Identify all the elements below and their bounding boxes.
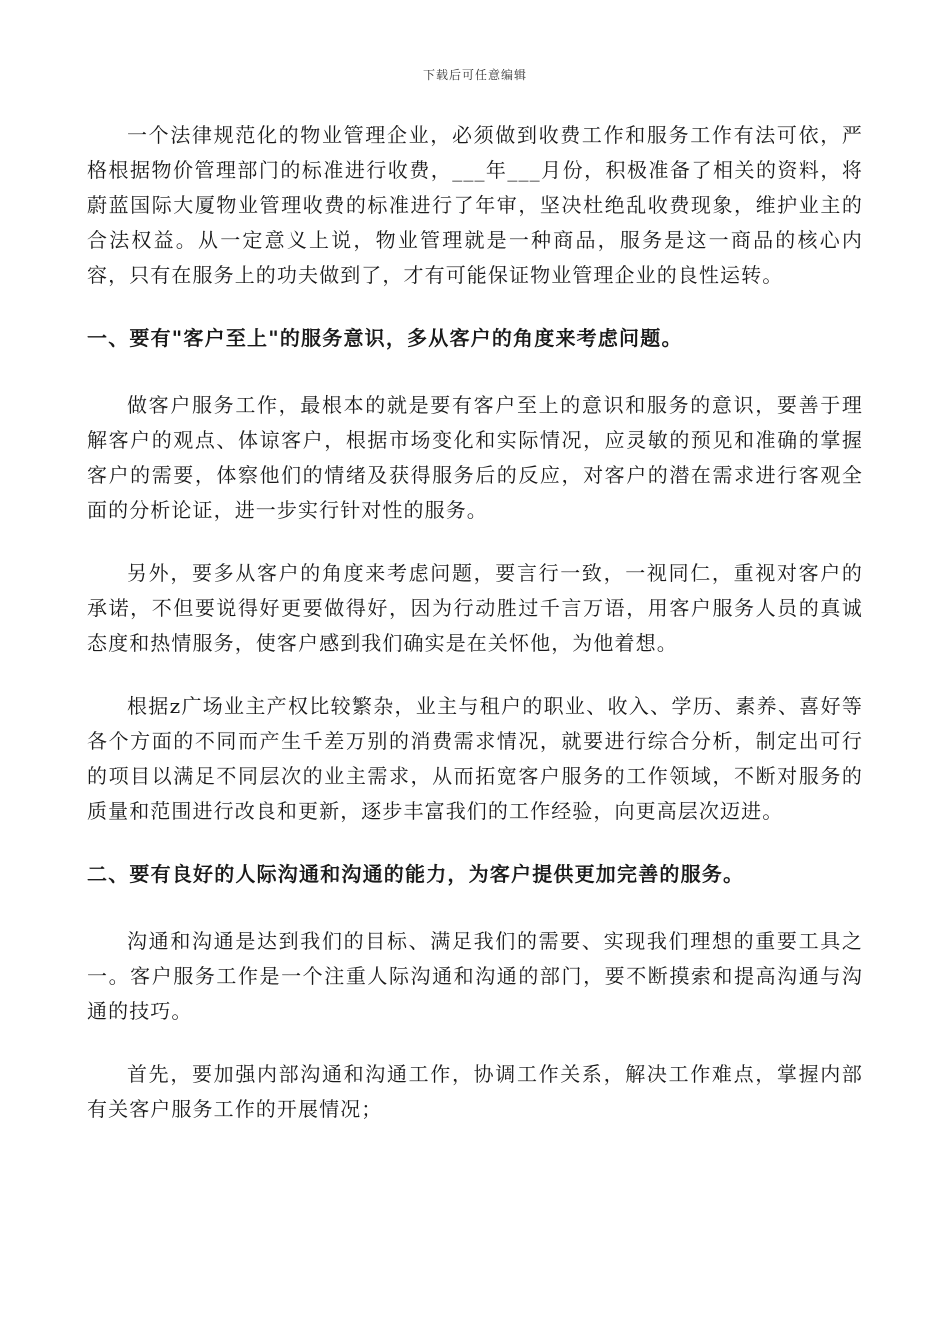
document-body [87,118,863,1155]
paragraph-internal-communication: 首先，要加强内部沟通和沟通工作，协调工作关系，解决工作难点，掌握内部有关客户服务工作的开展情况； [87,1062,863,1121]
paragraph-owner-needs: 根据z广场业主产权比较繁杂，业主与租户的职业、收入、学历、素养、喜好等各个方面的不同而产生千差万别的消费需求情况，就要进行综合分析，制定出可行的项目以满足不同层次的业主需求，从而拓宽客户服务的工作领域，不断对服务的质量和范围进行改良和更新，逐步丰富我们的工作经验，向更高层次迈进。 [87,694,863,823]
section-heading-2: 二、要有良好的人际沟通和沟通的能力，为客户提供更加完善的服务。 [87,862,745,886]
paragraph-customer-perspective: 另外，要多从客户的角度来考虑问题，要言行一致，一视同仁，重视对客户的承诺，不但要说得好更要做得好，因为行动胜过千言万语，用客户服务人员的真诚态度和热情服务，使客户感到我们确实是在关怀他，为他着想。 [87,561,863,655]
paragraph-customer-service: 做客户服务工作，最根本的就是要有客户至上的意识和服务的意识，要善于理解客户的观点、体谅客户，根据市场变化和实际情况，应灵敏的预见和准确的掌握客户的需要，体察他们的情绪及获得服务后的反应，对客户的潜在需求进行客观全面的分析论证，进一步实行针对性的服务。 [87,393,863,522]
paragraph-intro: 一个法律规范化的物业管理企业，必须做到收费工作和服务工作有法可依，严格根据物价管理部门的标准进行收费，___年___月份，积极准备了相关的资料，将蔚蓝国际大厦物业管理收费的标准进行了年审，坚决杜绝乱收费现象，维护业主的合法权益。从一定意义上说，物业管理就是一种商品，服务是这一商品的核心内容，只有在服务上的功夫做到了，才有可能保证物业管理企业的良性运转。 [87,123,863,287]
section-heading-1: 一、要有"客户至上"的服务意识，多从客户的角度来考虑问题。 [87,326,683,350]
header-note: 下载后可任意编辑 [422,68,527,82]
paragraph-communication: 沟通和沟通是达到我们的目标、满足我们的需要、实现我们理想的重要工具之一。客户服务工作是一个注重人际沟通和沟通的部门，要不断摸索和提高沟通与沟通的技巧。 [87,929,863,1023]
